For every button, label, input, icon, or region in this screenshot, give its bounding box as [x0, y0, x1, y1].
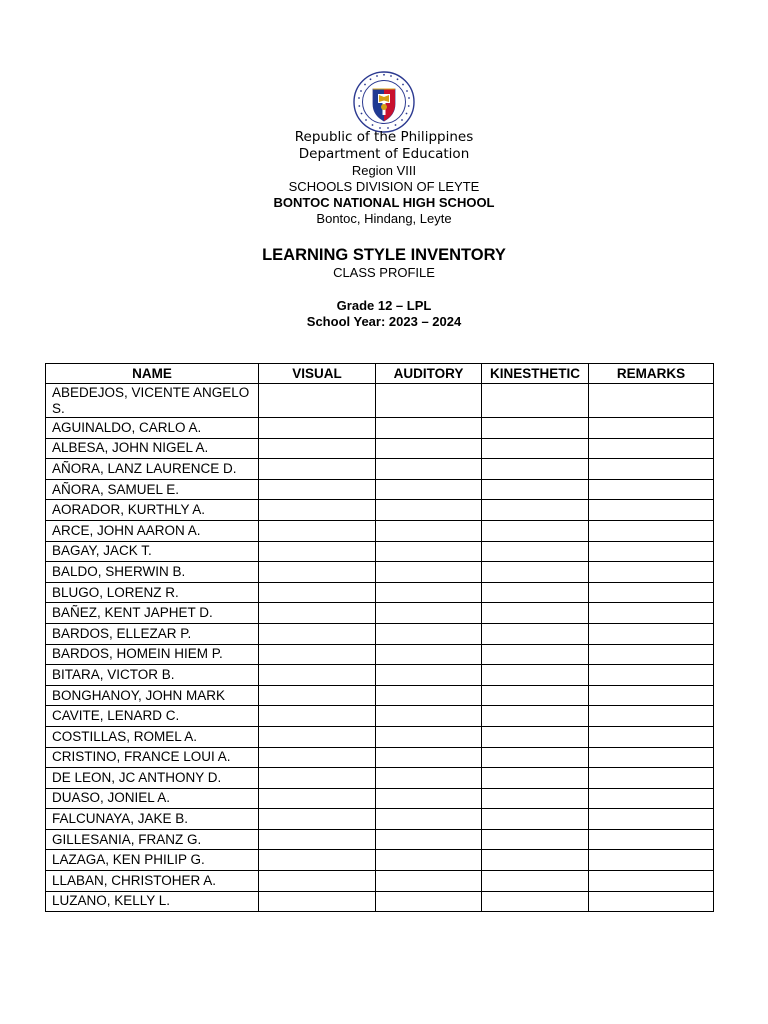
student-name-cell: LLABAN, CHRISTOHER A. [46, 871, 259, 892]
auditory-cell[interactable] [376, 747, 482, 768]
kinesthetic-cell[interactable] [482, 871, 589, 892]
kinesthetic-cell[interactable] [482, 850, 589, 871]
grade-section: Grade 12 – LPL [336, 298, 432, 313]
remarks-cell[interactable] [589, 829, 714, 850]
remarks-cell[interactable] [589, 747, 714, 768]
student-name-cell: ALBESA, JOHN NIGEL A. [46, 438, 259, 459]
table-row [46, 479, 714, 500]
table-header-row [46, 364, 714, 384]
remarks-cell[interactable] [589, 726, 714, 747]
student-name-cell: AGUINALDO, CARLO A. [46, 418, 259, 439]
table-row [46, 623, 714, 644]
table-row [46, 685, 714, 706]
visual-cell[interactable] [259, 623, 376, 644]
student-name-cell: LUZANO, KELLY L. [46, 891, 259, 912]
auditory-cell[interactable] [376, 500, 482, 521]
student-name-cell: DUASO, JONIEL A. [46, 788, 259, 809]
table-row [46, 541, 714, 562]
class-profile-table [45, 363, 714, 912]
kinesthetic-cell[interactable] [482, 706, 589, 727]
table-row [46, 788, 714, 809]
remarks-cell[interactable] [589, 582, 714, 603]
remarks-cell[interactable] [589, 850, 714, 871]
student-name-cell: CRISTINO, FRANCE LOUI A. [46, 747, 259, 768]
kinesthetic-cell[interactable] [482, 809, 589, 830]
remarks-cell[interactable] [589, 500, 714, 521]
visual-cell[interactable] [259, 829, 376, 850]
header-school-name: BONTOC NATIONAL HIGH SCHOOL [273, 195, 495, 210]
kinesthetic-cell[interactable] [482, 768, 589, 789]
remarks-cell[interactable] [589, 644, 714, 665]
student-name-cell: BONGHANOY, JOHN MARK [46, 685, 259, 706]
remarks-cell[interactable] [589, 562, 714, 583]
visual-cell[interactable] [259, 459, 376, 480]
student-name-cell: DE LEON, JC ANTHONY D. [46, 768, 259, 789]
table-row [46, 871, 714, 892]
header-division: SCHOOLS DIVISION OF LEYTE [288, 179, 480, 194]
header-region: Region VIII [351, 163, 417, 178]
table-row [46, 644, 714, 665]
auditory-cell[interactable] [376, 541, 482, 562]
auditory-cell[interactable] [376, 603, 482, 624]
student-name-cell: COSTILLAS, ROMEL A. [46, 726, 259, 747]
auditory-cell[interactable] [376, 418, 482, 439]
table-row [46, 384, 714, 418]
kinesthetic-cell[interactable] [482, 562, 589, 583]
table-row [46, 459, 714, 480]
auditory-cell[interactable] [376, 850, 482, 871]
table-row [46, 850, 714, 871]
table-row [46, 665, 714, 686]
auditory-cell[interactable] [376, 788, 482, 809]
auditory-cell[interactable] [376, 384, 482, 418]
remarks-cell[interactable] [589, 706, 714, 727]
kinesthetic-cell[interactable] [482, 384, 589, 418]
student-name-cell: BITARA, VICTOR B. [46, 665, 259, 686]
table-row [46, 562, 714, 583]
kinesthetic-cell[interactable] [482, 541, 589, 562]
kinesthetic-cell[interactable] [482, 459, 589, 480]
remarks-cell[interactable] [589, 479, 714, 500]
table-row [46, 768, 714, 789]
remarks-cell[interactable] [589, 665, 714, 686]
auditory-cell[interactable] [376, 685, 482, 706]
deped-seal-logo [353, 71, 415, 133]
column-header-kinesthetic: KINESTHETIC [482, 364, 589, 384]
visual-cell[interactable] [259, 809, 376, 830]
remarks-cell[interactable] [589, 871, 714, 892]
student-name-cell: BARDOS, ELLEZAR P. [46, 623, 259, 644]
visual-cell[interactable] [259, 726, 376, 747]
visual-cell[interactable] [259, 418, 376, 439]
student-name-cell: FALCUNAYA, JAKE B. [46, 809, 259, 830]
remarks-cell[interactable] [589, 768, 714, 789]
remarks-cell[interactable] [589, 603, 714, 624]
kinesthetic-cell[interactable] [482, 500, 589, 521]
remarks-cell[interactable] [589, 438, 714, 459]
auditory-cell[interactable] [376, 726, 482, 747]
auditory-cell[interactable] [376, 479, 482, 500]
remarks-cell[interactable] [589, 520, 714, 541]
kinesthetic-cell[interactable] [482, 665, 589, 686]
visual-cell[interactable] [259, 438, 376, 459]
table-row [46, 438, 714, 459]
visual-cell[interactable] [259, 603, 376, 624]
table-row [46, 829, 714, 850]
remarks-cell[interactable] [589, 685, 714, 706]
visual-cell[interactable] [259, 871, 376, 892]
student-name-cell: ARCE, JOHN AARON A. [46, 520, 259, 541]
kinesthetic-cell[interactable] [482, 623, 589, 644]
visual-cell[interactable] [259, 665, 376, 686]
table-row [46, 603, 714, 624]
document-subtitle: CLASS PROFILE [333, 265, 435, 280]
table-row [46, 747, 714, 768]
table-row [46, 706, 714, 727]
header-address: Bontoc, Hindang, Leyte [316, 211, 452, 226]
column-header-auditory: AUDITORY [376, 364, 482, 384]
remarks-cell[interactable] [589, 623, 714, 644]
kinesthetic-cell[interactable] [482, 891, 589, 912]
student-name-cell: BLUGO, LORENZ R. [46, 582, 259, 603]
auditory-cell[interactable] [376, 809, 482, 830]
header-republic: Republic of the Philippines [294, 129, 474, 145]
auditory-cell[interactable] [376, 829, 482, 850]
student-name-cell: BAÑEZ, KENT JAPHET D. [46, 603, 259, 624]
auditory-cell[interactable] [376, 582, 482, 603]
student-name-cell: BARDOS, HOMEIN HIEM P. [46, 644, 259, 665]
student-name-cell: AORADOR, KURTHLY A. [46, 500, 259, 521]
auditory-cell[interactable] [376, 438, 482, 459]
student-name-cell: CAVITE, LENARD C. [46, 706, 259, 727]
visual-cell[interactable] [259, 891, 376, 912]
table-row [46, 726, 714, 747]
auditory-cell[interactable] [376, 520, 482, 541]
table-row [46, 582, 714, 603]
document-title: LEARNING STYLE INVENTORY [262, 246, 506, 264]
column-header-remarks: REMARKS [589, 364, 714, 384]
table-row [46, 891, 714, 912]
visual-cell[interactable] [259, 384, 376, 418]
kinesthetic-cell[interactable] [482, 747, 589, 768]
visual-cell[interactable] [259, 706, 376, 727]
column-header-visual: VISUAL [259, 364, 376, 384]
visual-cell[interactable] [259, 747, 376, 768]
remarks-cell[interactable] [589, 384, 714, 418]
visual-cell[interactable] [259, 788, 376, 809]
auditory-cell[interactable] [376, 562, 482, 583]
visual-cell[interactable] [259, 644, 376, 665]
visual-cell[interactable] [259, 520, 376, 541]
student-name-cell: ABEDEJOS, VICENTE ANGELO S. [46, 384, 259, 418]
remarks-cell[interactable] [589, 541, 714, 562]
remarks-cell[interactable] [589, 418, 714, 439]
student-name-cell: AÑORA, SAMUEL E. [46, 479, 259, 500]
kinesthetic-cell[interactable] [482, 644, 589, 665]
student-name-cell: LAZAGA, KEN PHILIP G. [46, 850, 259, 871]
kinesthetic-cell[interactable] [482, 520, 589, 541]
remarks-cell[interactable] [589, 809, 714, 830]
table-row [46, 809, 714, 830]
remarks-cell[interactable] [589, 788, 714, 809]
auditory-cell[interactable] [376, 768, 482, 789]
visual-cell[interactable] [259, 562, 376, 583]
kinesthetic-cell[interactable] [482, 788, 589, 809]
kinesthetic-cell[interactable] [482, 582, 589, 603]
visual-cell[interactable] [259, 685, 376, 706]
visual-cell[interactable] [259, 479, 376, 500]
auditory-cell[interactable] [376, 871, 482, 892]
remarks-cell[interactable] [589, 891, 714, 912]
kinesthetic-cell[interactable] [482, 829, 589, 850]
visual-cell[interactable] [259, 850, 376, 871]
header-department: Department of Education [298, 146, 470, 162]
visual-cell[interactable] [259, 582, 376, 603]
kinesthetic-cell[interactable] [482, 438, 589, 459]
kinesthetic-cell[interactable] [482, 685, 589, 706]
auditory-cell[interactable] [376, 891, 482, 912]
visual-cell[interactable] [259, 768, 376, 789]
visual-cell[interactable] [259, 500, 376, 521]
kinesthetic-cell[interactable] [482, 726, 589, 747]
kinesthetic-cell[interactable] [482, 418, 589, 439]
auditory-cell[interactable] [376, 623, 482, 644]
table-row [46, 520, 714, 541]
remarks-cell[interactable] [589, 459, 714, 480]
auditory-cell[interactable] [376, 665, 482, 686]
table-row [46, 418, 714, 439]
student-name-cell: BALDO, SHERWIN B. [46, 562, 259, 583]
student-name-cell: AÑORA, LANZ LAURENCE D. [46, 459, 259, 480]
kinesthetic-cell[interactable] [482, 603, 589, 624]
student-name-cell: GILLESANIA, FRANZ G. [46, 829, 259, 850]
student-name-cell: BAGAY, JACK T. [46, 541, 259, 562]
auditory-cell[interactable] [376, 459, 482, 480]
auditory-cell[interactable] [376, 706, 482, 727]
auditory-cell[interactable] [376, 644, 482, 665]
kinesthetic-cell[interactable] [482, 479, 589, 500]
visual-cell[interactable] [259, 541, 376, 562]
column-header-name: NAME [46, 364, 259, 384]
table-row [46, 500, 714, 521]
school-year: School Year: 2023 – 2024 [306, 314, 462, 329]
